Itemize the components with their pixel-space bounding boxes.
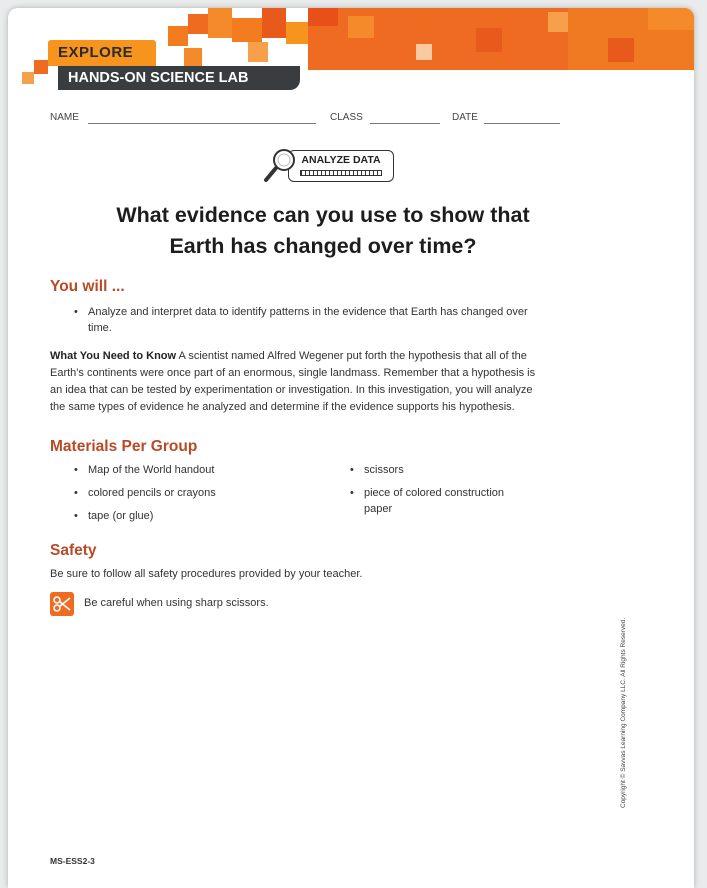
objective-line-2: time. [88, 322, 112, 334]
background-paragraph [50, 348, 602, 416]
paragraph-line-1: A scientist named Alfred Wegener put forth the hypothesis that all of the [178, 350, 527, 362]
lab-type-tab: HANDS-ON SCIENCE LAB [58, 66, 300, 90]
material-item: • colored pencils or crayons [74, 485, 334, 501]
banner-block [648, 8, 694, 30]
objective-line-1: Analyze and interpret data to identify patterns in the evidence that Earth has changed over [88, 306, 528, 318]
banner-block [188, 14, 208, 34]
banner-block [232, 18, 262, 42]
date-label: DATE [452, 112, 478, 123]
analyze-data-badge [260, 146, 400, 186]
banner-block [286, 22, 308, 44]
badge-label: ANALYZE DATA [301, 154, 381, 166]
banner-block [262, 8, 286, 38]
banner-block [208, 8, 232, 38]
need-to-know-label: What You Need to Know [50, 350, 177, 362]
accent-square [22, 72, 34, 84]
banner-block [168, 26, 188, 46]
worksheet-page [8, 8, 694, 888]
safety-heading: Safety [50, 542, 97, 559]
safety-instructions: Be sure to follow all safety procedures provided by your teacher. [50, 568, 363, 580]
banner-block [608, 38, 634, 62]
class-field[interactable] [370, 123, 440, 124]
banner-block [476, 28, 502, 52]
explore-tab: EXPLORE [48, 40, 156, 66]
title-line-2: Earth has changed over time? [169, 234, 477, 258]
you-will-heading: You will ... [50, 278, 125, 295]
banner-block [248, 42, 268, 62]
banner-block [184, 48, 202, 66]
material-line-1: piece of colored construction [364, 487, 505, 499]
paragraph-line-2: Earth's continents were once part of an enormous, single landmass. Remember that a hypothesis is [50, 367, 536, 379]
material-item: • Map of the World handout [74, 462, 334, 478]
material-item [350, 485, 590, 517]
banner-block [548, 12, 568, 32]
banner-block [348, 16, 374, 38]
materials-heading: Materials Per Group [50, 438, 198, 455]
student-info-fields [50, 112, 570, 128]
banner-block [416, 44, 432, 60]
class-label: CLASS [330, 112, 363, 123]
copyright-notice: Copyright © Savvas Learning Company LLC. All Rights Reserved. [620, 617, 627, 808]
date-field[interactable] [484, 123, 560, 124]
objective-item [74, 304, 614, 336]
paragraph-line-4: the same types of evidence he analyzed and determine if the evidence supports his hypothesis. [50, 401, 515, 413]
ruler-icon [300, 170, 382, 176]
material-line-2: paper [364, 503, 393, 515]
safety-warning-text: Be careful when using sharp scissors. [84, 597, 269, 609]
material-item: • scissors [350, 462, 590, 478]
name-label: NAME [50, 112, 79, 123]
title-line-1: What evidence can you use to show that [116, 203, 530, 227]
lab-title [48, 200, 598, 262]
magnifier-icon [260, 146, 300, 186]
material-item: • tape (or glue) [74, 508, 334, 524]
accent-square [34, 60, 48, 74]
name-field[interactable] [88, 123, 316, 124]
banner-block [308, 8, 338, 26]
scissors-icon [50, 592, 74, 616]
paragraph-line-3: an idea that can be tested by experimentation or investigation. In this investigation, you will analyze [50, 384, 533, 396]
standard-code: MS-ESS2-3 [50, 856, 95, 866]
